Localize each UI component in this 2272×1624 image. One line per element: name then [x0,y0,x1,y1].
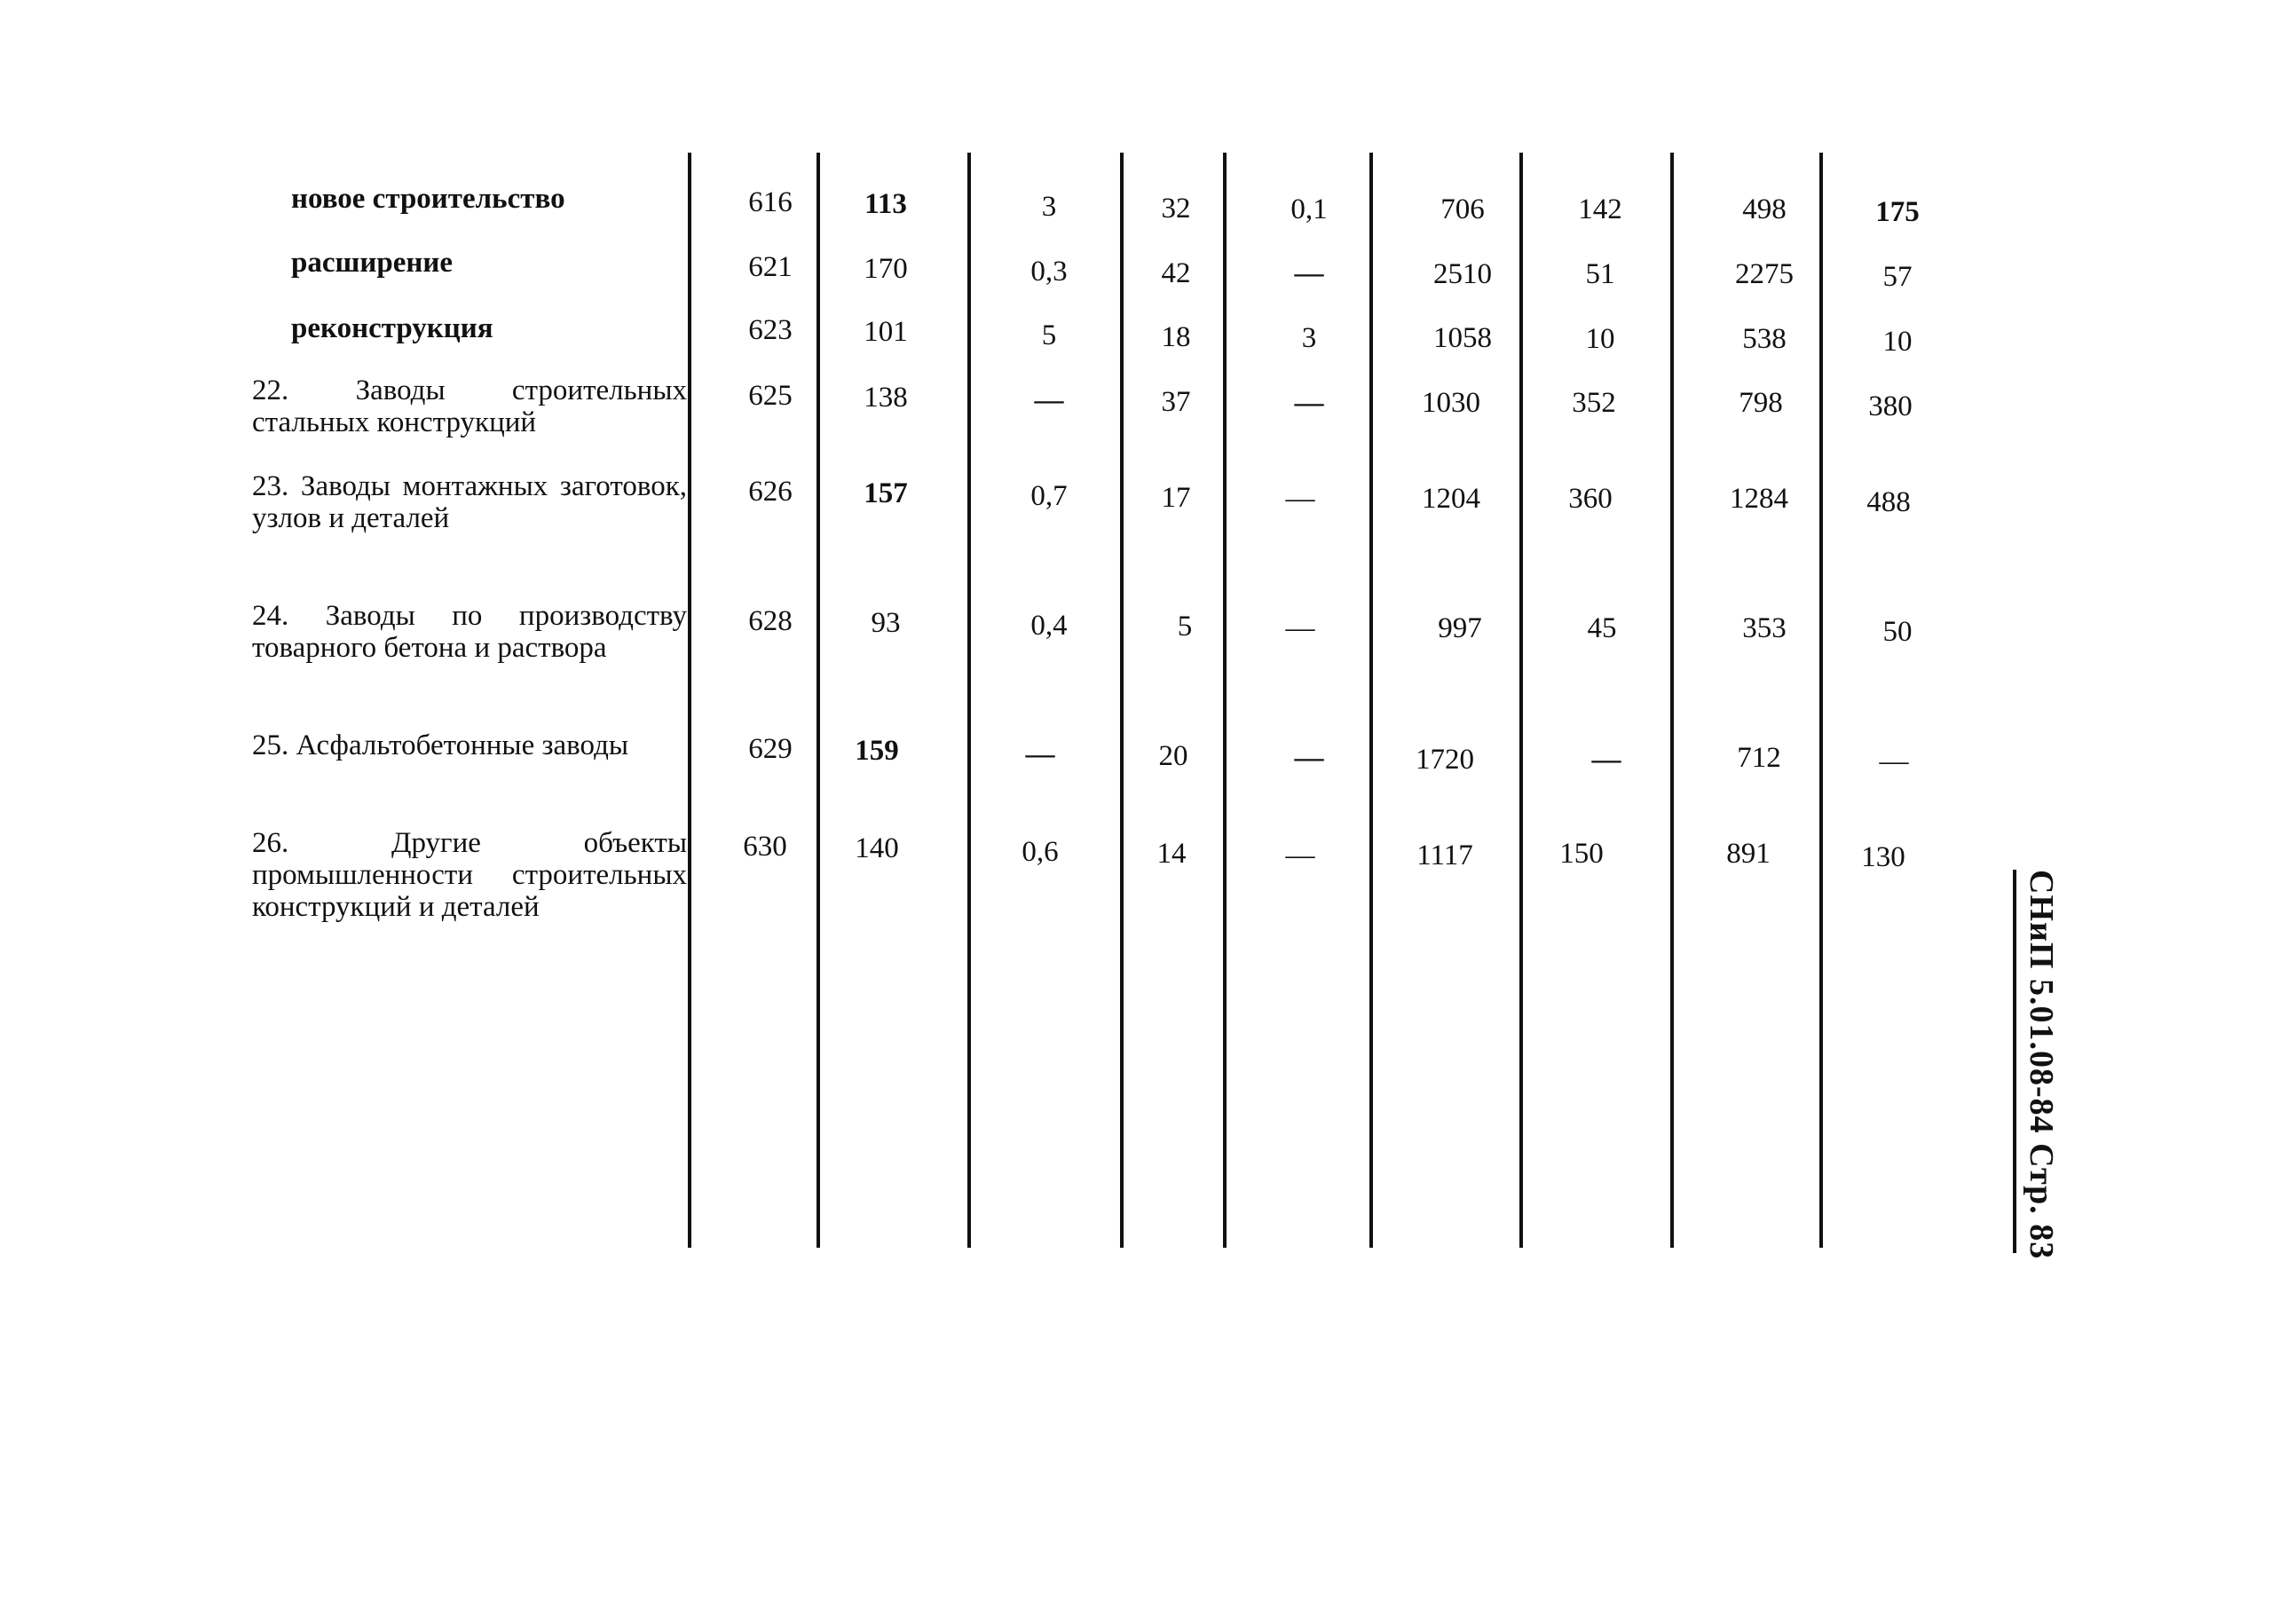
table-cell: 140 [855,832,899,864]
table-cell: 157 [864,477,908,509]
table-cell: 3 [1301,322,1317,354]
table-cell: 1204 [1422,483,1480,515]
table-cell: 628 [748,605,793,637]
table-cell: 360 [1568,483,1613,515]
table-cell: 488 [1866,486,1911,518]
table-cell: 93 [871,607,901,639]
table-cell: — [1879,745,1909,777]
table-cell: 18 [1161,321,1191,353]
table-cell: 45 [1587,612,1617,644]
row-label: новое строительство [291,183,565,215]
table-cell: 50 [1882,616,1913,648]
column-rule [1369,153,1373,1248]
table-cell: 891 [1726,838,1771,870]
table-cell: 14 [1156,838,1187,870]
table-cell: 1720 [1416,744,1474,776]
table-cell: 5 [1041,319,1057,351]
table-cell: — [1034,384,1064,416]
table-cell: 2275 [1735,258,1794,290]
table-cell: — [1285,483,1315,515]
table-cell: — [1285,840,1315,871]
table-cell: 10 [1882,326,1913,358]
table-cell: 1117 [1416,840,1473,871]
table-cell: 159 [855,735,899,767]
table-cell: 170 [864,253,908,285]
table-cell: 621 [748,251,793,283]
table-cell: 101 [864,316,908,348]
row-label: расширение [291,247,454,279]
row-label: 26. Другие объекты промышленности строительных конструкций и деталей [252,827,687,923]
table-cell: 130 [1861,841,1905,873]
document-code-page-number: СНиП 5.01.08-84 Стр. 83 [2023,870,2060,1260]
column-rule [1519,153,1523,1248]
table-cell: 150 [1559,838,1604,870]
table-cell: 17 [1161,482,1191,514]
table-cell: 498 [1742,193,1787,225]
table-cell: 2510 [1433,258,1492,290]
table-cell: 37 [1161,386,1191,418]
table-cell: 57 [1882,261,1913,293]
table-cell: 997 [1438,612,1482,644]
table-cell: — [1294,742,1324,774]
table-cell: 0,7 [1030,480,1068,512]
table-cell: 0,6 [1022,836,1059,868]
table-cell: 10 [1585,323,1615,355]
table-cell: 0,3 [1030,256,1068,288]
table-cell: 1284 [1730,483,1788,515]
table-cell: 0,4 [1030,610,1068,642]
row-label: реконструкция [291,312,493,344]
table-cell: 5 [1177,611,1193,643]
row-label: 23. Заводы монтажных заготовок, узлов и деталей [252,470,687,534]
table-cell: 626 [748,476,793,508]
table-cell: 623 [748,314,793,346]
table-cell: 712 [1737,742,1781,774]
table-cell: 625 [748,380,793,412]
table-cell: 51 [1585,258,1615,290]
table-cell: 616 [748,186,793,218]
table-cell: 20 [1158,740,1188,772]
column-rule [967,153,971,1248]
table-cell: 798 [1739,387,1783,419]
table-cell: 3 [1041,191,1057,223]
table-cell: — [1294,387,1324,419]
row-label: 24. Заводы по производству товарного бетона и раствора [252,600,687,664]
column-rule [1670,153,1674,1248]
table-cell: 353 [1742,612,1787,644]
table-cell: — [1591,744,1621,776]
column-rule [1223,153,1227,1248]
table-cell: — [1294,257,1324,289]
table-cell: 138 [864,382,908,414]
table-cell: 32 [1161,193,1191,225]
table-cell: — [1285,612,1315,644]
table-cell: 629 [748,733,793,765]
table-cell: 352 [1572,387,1616,419]
table-cell: 142 [1578,193,1622,225]
table-cell: — [1025,738,1055,770]
table-cell: 175 [1875,196,1920,228]
table-cell: 0,1 [1290,193,1328,225]
table-cell: 630 [743,831,787,863]
table-cell: 380 [1868,390,1913,422]
table-cell: 538 [1742,323,1787,355]
row-label: 22. Заводы строительных стальных конструкций [252,374,687,438]
table-cell: 1030 [1422,387,1480,419]
column-rule [1819,153,1823,1248]
column-rule [1120,153,1124,1248]
table-cell: 706 [1440,193,1485,225]
table-cell: 113 [864,188,907,220]
row-label: 25. Асфальтобетонные заводы [252,729,629,761]
column-rule [688,153,691,1248]
table-cell: 1058 [1433,322,1492,354]
table-cell: 42 [1161,257,1191,289]
